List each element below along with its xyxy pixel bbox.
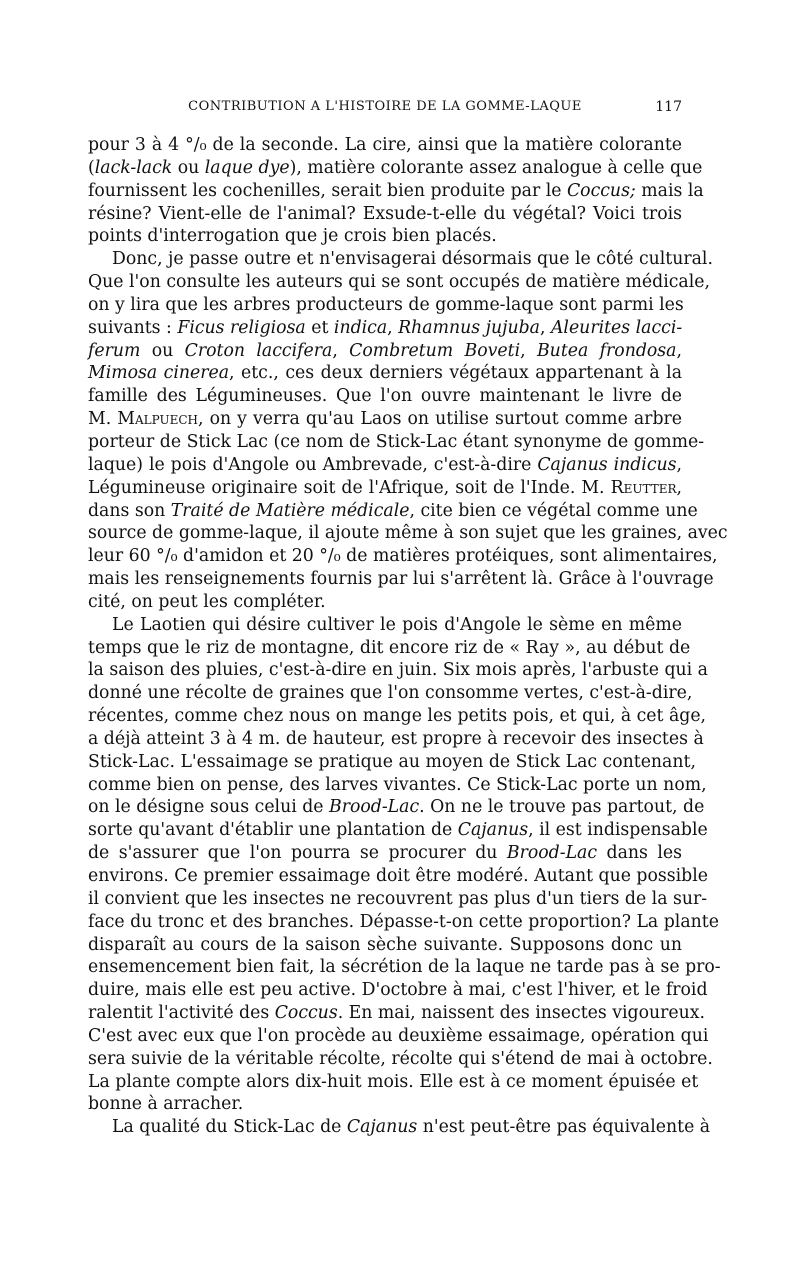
text-line	[88, 340, 682, 363]
text-line	[88, 682, 693, 705]
text-run: , etc., ces deux derniers végétaux appartenant à la	[229, 363, 683, 384]
text-run: et	[305, 317, 334, 338]
text-run: sera suivie de la véritable récolte, récolte qui s'étend de mai à octobre.	[88, 1048, 713, 1069]
text-line	[88, 1116, 711, 1139]
text-run: duire, mais elle est peu active. D'octobre à mai, c'est l'hiver, et le froid	[88, 980, 708, 1001]
running-head	[88, 99, 682, 119]
text-line	[88, 934, 682, 957]
text-line	[88, 637, 691, 660]
text-run: il convient que les insectes ne recouvrent pas plus d'un tiers de la sur-	[88, 888, 708, 909]
text-line	[88, 796, 705, 819]
text-run: on y lira que les arbres producteurs de gomme-laque sont parmi les	[88, 294, 684, 315]
text-line	[88, 522, 728, 545]
italic-term: Rhamnus jujuba	[398, 317, 540, 338]
text-run: (	[88, 157, 95, 178]
text-run: , il est indispensable	[528, 820, 708, 841]
text-run: donné une récolte de graines que l'on consomme vertes, c'est-à-dire,	[88, 683, 693, 704]
text-line	[88, 1093, 682, 1116]
text-run: ,	[539, 317, 551, 338]
text-line	[88, 180, 704, 203]
text-run: ,	[520, 340, 537, 361]
text-line	[88, 819, 708, 842]
text-run: laque) le pois d'Angole ou Ambrevade, c'est-à-dire	[88, 454, 538, 475]
italic-term: indica	[333, 317, 388, 338]
italic-term: Coccus	[274, 1003, 338, 1024]
running-title: CONTRIBUTION A L'HISTOIRE DE LA GOMME-LAQUE	[188, 99, 582, 114]
text-run: environs. Ce premier essaimage doit être modéré. Autant que possible	[88, 866, 708, 886]
text-run: pour 3 à 4 °/₀ de la seconde. La cire, ainsi que la matière colorante	[88, 135, 682, 155]
text-run: ), matière colorante assez analogue à celle que	[289, 157, 703, 178]
text-run: de s'assurer que l'on pourra se procurer du	[88, 843, 507, 864]
text-line	[88, 979, 708, 1002]
text-line	[88, 591, 682, 614]
text-line	[88, 568, 714, 591]
text-run: Donc, je passe outre et n'envisagerai désormais que le côté cultural.	[112, 249, 713, 270]
author-name: Malpuech	[117, 409, 198, 430]
text-run: mais les renseignements fournis par lui s'arrêtent là. Grâce à l'ouvrage	[88, 569, 714, 590]
text-line	[88, 956, 721, 979]
italic-term: ferum	[88, 340, 141, 361]
text-line	[88, 1048, 713, 1071]
text-line	[88, 545, 718, 568]
text-line	[88, 477, 682, 500]
text-run: famille des Légumineuses. Que l'on ouvre maintenant le livre de	[88, 386, 682, 407]
text-line	[88, 1025, 709, 1048]
text-run: face du tronc et des branches. Dépasse-t-on cette proportion? La plante	[88, 911, 719, 932]
text-run: porteur de Stick Lac (ce nom de Stick-Lac étant synonyme de gomme-	[88, 431, 705, 452]
text-run: ou	[140, 340, 185, 361]
text-run: . On ne le trouve pas partout, de	[419, 797, 705, 818]
italic-term: Brood-Lac	[329, 797, 420, 818]
text-line	[88, 385, 682, 408]
text-run: suivants :	[88, 317, 178, 338]
text-line	[88, 705, 707, 728]
text-run: bonne à arracher.	[88, 1094, 244, 1115]
text-line	[88, 431, 705, 454]
italic-term: lack-lack	[94, 157, 173, 178]
text-run: C'est avec eux que l'on procède au deuxième essaimage, opération qui	[88, 1025, 709, 1046]
text-run: , on y verra qu'au Laos on utilise surtout comme arbre	[198, 409, 682, 430]
text-run: ralentit l'activité des	[88, 1003, 275, 1024]
text-line	[88, 1002, 705, 1025]
text-run: récentes, comme chez nous on mange les petits pois, et qui, à cet âge,	[88, 706, 707, 727]
text-run: Que l'on consulte les auteurs qui se sont occupés de matière médicale,	[88, 272, 710, 293]
text-run: Le Laotien qui désire cultiver le pois d'Angole le sème en même	[112, 614, 682, 635]
text-run: ,	[676, 340, 682, 361]
text-run: Légumineuse originaire soit de l'Afrique, soit de l'Inde. M.	[88, 477, 611, 498]
text-run: sorte qu'avant d'établir une plantation de	[88, 820, 458, 841]
italic-term: Cajanus indicus	[537, 454, 677, 475]
text-run: cité, on peut les compléter.	[88, 591, 326, 612]
text-line	[88, 408, 682, 431]
text-line	[88, 134, 682, 157]
italic-term: Aleurites lacci-	[550, 317, 683, 338]
italic-term: laque dye	[204, 157, 290, 178]
text-line	[88, 911, 719, 934]
text-run: source de gomme-laque, il ajoute même à son sujet que les graines, avec	[88, 523, 728, 544]
italic-term: Coccus;	[566, 180, 636, 201]
text-run: dans les	[597, 843, 682, 864]
text-line	[88, 751, 696, 774]
text-line	[88, 865, 708, 888]
text-line	[88, 774, 707, 797]
text-run: a déjà atteint 3 à 4 m. de hauteur, est propre à recevoir des insectes à	[88, 728, 704, 749]
text-run: . En mai, naissent des insectes vigoureux.	[337, 1003, 705, 1024]
text-run: Stick-Lac. L'essaimage se pratique au moyen de Stick Lac contenant,	[88, 751, 696, 772]
italic-term: Traité de Matière médicale	[170, 500, 410, 521]
text-run: comme bien on pense, des larves vivantes. Ce Stick-Lac porte un nom,	[88, 774, 707, 795]
text-line	[88, 500, 698, 523]
text-run: ,	[332, 340, 350, 361]
text-run: mais la	[635, 180, 704, 201]
text-line	[88, 294, 682, 317]
text-run: résine? Vient-elle de l'animal? Exsude-t-elle du végétal? Voici trois	[88, 203, 682, 224]
text-run: n'est peut-être pas équivalente à	[417, 1117, 711, 1138]
text-line	[88, 614, 682, 637]
text-line	[88, 248, 713, 271]
text-run: M.	[88, 409, 118, 430]
text-run: la saison des pluies, c'est-à-dire en juin. Six mois après, l'arbuste qui a	[88, 660, 708, 681]
text-line	[88, 659, 708, 682]
italic-term: Mimosa cinerea	[88, 363, 230, 384]
text-line	[88, 362, 682, 385]
text-run: fournissent les cochenilles, serait bien produite par le	[88, 180, 567, 201]
italic-term: Ficus religiosa	[177, 317, 306, 338]
text-line	[88, 1071, 699, 1094]
text-run: ensemencement bien fait, la sécrétion de la laque ne tarde pas à se pro-	[88, 957, 721, 978]
text-line	[88, 271, 710, 294]
text-run: temps que le riz de montagne, dit encore riz de « Ray », au début de	[88, 637, 691, 658]
text-run: La plante compte alors dix-huit mois. Elle est à ce moment épuisée et	[88, 1071, 699, 1092]
text-line	[88, 317, 682, 340]
text-run: leur 60 °/₀ d'amidon et 20 °/₀ de matières protéiques, sont alimentaires,	[88, 546, 718, 567]
italic-term: Croton laccifera	[184, 340, 333, 361]
author-name: Reutter	[610, 477, 677, 498]
page-number: 117	[655, 99, 682, 115]
italic-term: Cajanus	[346, 1117, 418, 1138]
text-line	[88, 225, 682, 248]
italic-term: Butea frondosa	[536, 340, 677, 361]
text-run: ,	[676, 454, 683, 475]
text-run: ,	[387, 317, 399, 338]
text-line	[88, 157, 703, 180]
text-run: La qualité du Stick-Lac de	[112, 1117, 347, 1138]
text-run: , cite bien ce végétal comme une	[409, 500, 698, 521]
text-run: points d'interrogation que je crois bien placés.	[88, 226, 497, 247]
italic-term: Cajanus	[457, 820, 529, 841]
text-run: on le désigne sous celui de	[88, 797, 330, 818]
text-line	[88, 728, 704, 751]
text-line	[88, 454, 682, 477]
text-run: ,	[676, 477, 682, 498]
italic-term: Combretum Boveti	[349, 340, 521, 361]
text-line	[88, 888, 708, 911]
text-run: disparaît au cours de la saison sèche suivante. Supposons donc un	[88, 934, 682, 955]
text-line	[88, 842, 682, 865]
text-run: dans son	[88, 500, 171, 521]
text-run: ou	[172, 157, 205, 178]
body-text	[88, 134, 728, 1139]
italic-term: Brood-Lac	[506, 843, 598, 864]
text-line	[88, 203, 682, 226]
